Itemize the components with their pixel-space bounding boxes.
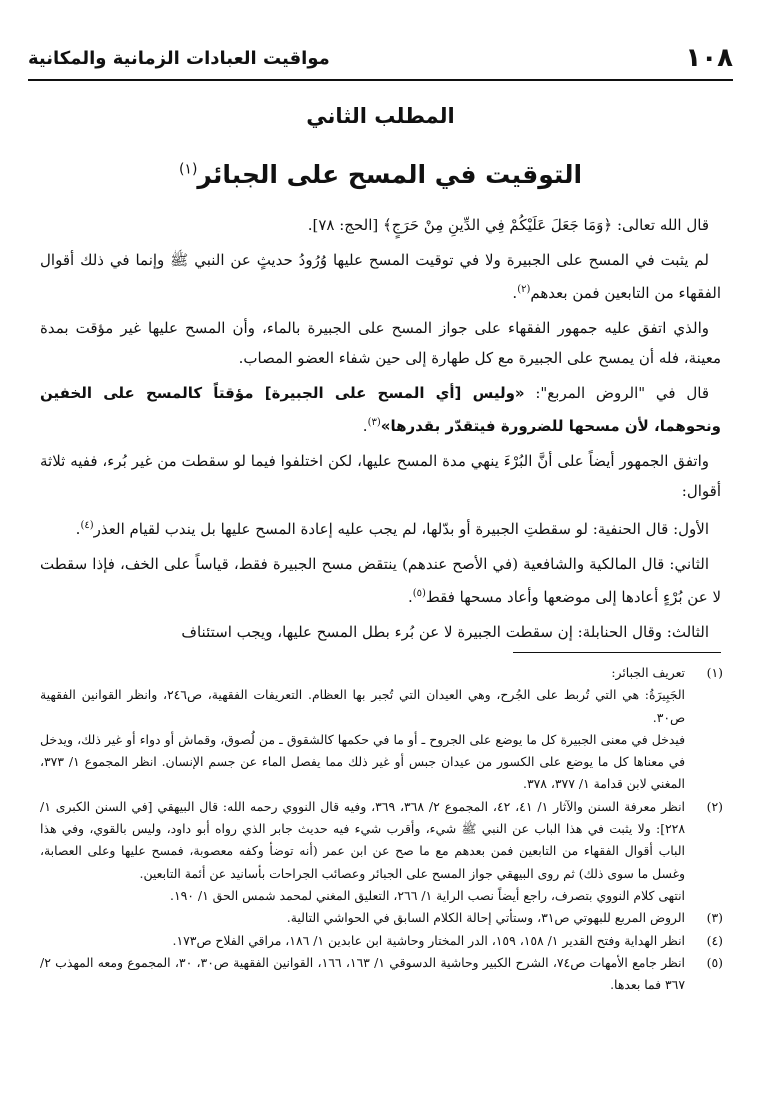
footnote-ref: (٢) [517,284,531,295]
footnote [40,930,723,952]
footnote-text [40,907,685,929]
quote-bold: «وليس [أي المسح على الجبيرة] مؤقتاً كالمسح على الخفين ونحوهما، لأن مسحها للضرورة فيتقدّر بقدرها» [40,384,721,435]
paragraph-text: لم يثبت في المسح على الجبيرة ولا في توقيت المسح عليها وُرُودُ حديثٍ عن النبي ﷺ وإنما في ذلك أقوال الفقهاء من التابعين فمن بعدهم [40,251,721,302]
main-title-ref: (١) [178,161,198,178]
footnote-text [40,952,685,997]
running-title: مواقيت العبادات الزمانية والمكانية [28,47,330,69]
footnote-line: انتهى كلام النووي بتصرف، راجع أيضاً نصب الراية ١/ ٢٦٦، التعليق المغني لمحمد شمس الحق ١/ ١٩٠. [170,887,685,903]
footnote-ref: (٤) [80,520,94,531]
footnote-number: (٢) [706,798,723,814]
footnote-line: انظر جامع الأمهات ص٧٤، الشرح الكبير وحاشية الدسوقي ١/ ١٦٣، ١٦٦، القوانين الفقهية ص٣٠، ٣٠، المجموع ومعه المهذب ٢/ ٣٦٧ فما بعدها. [40,954,685,993]
footnote [40,796,723,907]
footnote-text [40,930,685,952]
footnote-line: الجَبِيرَةُ: هي التي تُربط على الجُرح، وهي العيدان التي تُجبر بها العظام. التعريفات الفقهية، ص٢٤٦، وانظر القوانين الفقهية ص٣٠. [40,687,685,725]
footnote-line: انظر معرفة السنن والآثار ١/ ٤١، ٤٢، المجموع ٢/ ٣٦٨، ٣٦٩، وفيه قال النووي رحمه الله: قال البيهقي [في السنن الكبرى ١/ ٢٢٨]: ولا يثبت في هذا الباب عن النبي ﷺ شيء، وأقرب شيء فيه حديث جابر الذي رواه أبو داود، وليس بالقوي، وفي هذا الباب أقوال الفقهاء من التابعين فمن بعدهم مع ما صح عن ابن عمر (أنه توضأ وكفه معصوبة، فمسح عليها وعلى العصابة، وغسل ما سوى ذلك) ثم روى البيهقي جواز المسح على الجبائر وعصائب الجراحات بأسانيد عن أئمة التابعين. [40,798,685,881]
footnote [40,952,723,997]
footnote [40,907,723,929]
footnote-text [40,662,685,796]
footnote-text [40,796,685,907]
footnotes [40,662,723,996]
footnote-ref: (٣) [367,417,381,428]
footnote-number: (٥) [706,954,723,970]
footnote-separator [513,652,721,653]
paragraph: الثاني: قال المالكية والشافعية (في الأصح عندهم) ينتقض مسح الجبيرة فقط، قياساً على الخف، فإذا سقطت لا عن بُرْءٍ أعادها إلى موضعها وأعاد مسحها فقط$^{(٥)}$. [40,555,721,606]
footnote-line: تعريف الجبائر: [611,665,685,680]
section-title: المطلب الثاني [306,104,455,128]
footnote [40,662,723,796]
main-text [40,210,721,652]
page-header [28,38,733,78]
footnote-number: (١) [706,665,723,680]
main-title [0,160,761,189]
footnote-number: (٣) [706,910,723,926]
paragraph-quote: قال في "الروض المربع": «وليس [أي المسح على الجبيرة] مؤقتاً كالمسح على الخفين ونحوهما، لأن مسحها للضرورة فيتقدّر بقدرها»$^{(٣)}$. [40,384,721,435]
paragraph: والذي اتفق عليه جمهور الفقهاء على جواز المسح على الجبيرة بالماء، وأن المسح عليها غير مؤقت بمدة معينة، فله أن يمسح على الجبيرة مع كل طهارة إلى حين شفاء العضو المصاب. [40,319,721,367]
paragraph-verse: قال الله تعالى: ﴿وَمَا جَعَلَ عَلَيْكُمْ فِي الدِّينِ مِنْ حَرَجٍ﴾ [الحج: ٧٨]. [307,216,709,234]
paragraph: الأول: قال الحنفية: لو سقطتِ الجبيرة أو بدّلها، لم يجب عليه إعادة المسح عليها بل يندب لقيام العذر$^{(٤)}$. [75,520,709,538]
paragraph: الثالث: وقال الحنابلة: إن سقطت الجبيرة لا عن بُرء بطل المسح عليها، ويجب استئناف [181,623,709,641]
page-number: ١٠٨ [685,43,733,73]
footnote-line: فيدخل في معنى الجبيرة كل ما يوضع على الجروح ـ أو ما في حكمها كالشقوق ـ من لُصوق، وقماش أو دواء أو غير ذلك، ويدخل في معناها كل ما يوضع على الكسور من عيدان جبس أو غير ذلك مما يفصل الماء عن جسم الإنسان. انظر المجموع ١/ ٣٧٣، المغني لابن قدامة ١/ ٣٧٧، ٣٧٨. [40,731,685,792]
footnote-line: انظر الهداية وفتح القدير ١/ ١٥٨، ١٥٩، الدر المختار وحاشية ابن عابدين ١/ ١٨٦، مراقي الفلاح ص١٧٣. [172,932,685,948]
paragraph: واتفق الجمهور أيضاً على أنَّ البُرْءَ ينهي مدة المسح عليها، لكن اختلفوا فيما لو سقطت من غير بُرء، ففيه ثلاثة أقوال: [40,452,721,500]
footnote-line: الروض المربع للبهوتي ص٣١، وستأتي إحالة الكلام السابق في الحواشي التالية. [286,910,685,926]
paragraph-text: الثاني: قال المالكية والشافعية (في الأصح عندهم) ينتقض مسح الجبيرة فقط، قياساً على الخف، فإذا سقطت لا عن بُرْءٍ أعادها إلى موضعها وأعاد مسحها فقط [40,555,721,606]
paragraph-text: الأول: قال الحنفية: لو سقطتِ الجبيرة أو بدّلها، لم يجب عليه إعادة المسح عليها بل يندب لقيام العذر [93,520,709,538]
main-title-text: التوقيت في المسح على الجبائر [197,160,583,189]
paragraph: لم يثبت في المسح على الجبيرة ولا في توقيت المسح عليها وُرُودُ حديثٍ عن النبي ﷺ وإنما في ذلك أقوال الفقهاء من التابعين فمن بعدهم$^{(٢)}$. [40,251,721,302]
header-rule [28,79,733,81]
footnote-ref: (٥) [412,588,426,599]
quote-intro: قال في "الروض المربع": [524,384,709,402]
footnote-number: (٤) [706,932,723,948]
